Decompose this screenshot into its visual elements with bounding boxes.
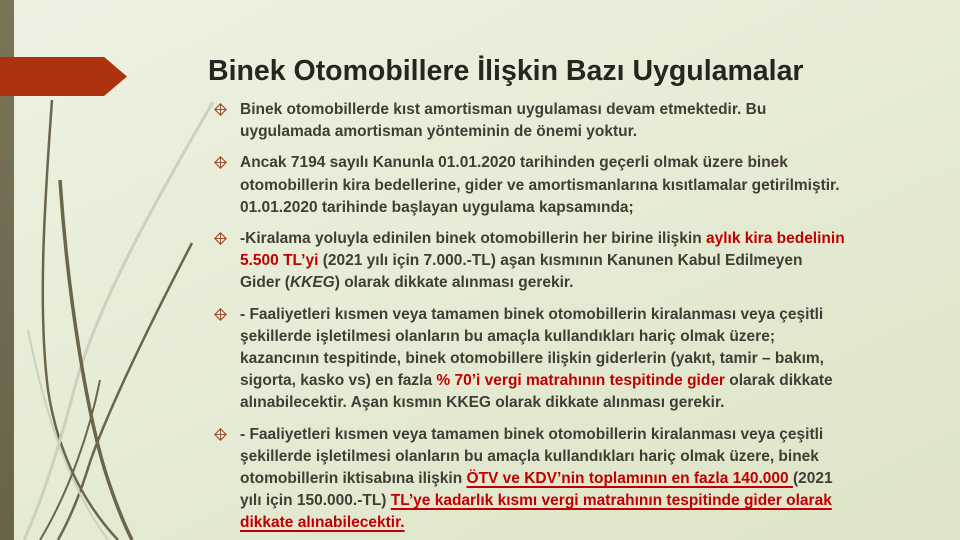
text-run: kazancının tespitinde, binek otomobillere ilişkin giderlerin (yakıt, tamir – bakım, bbox=[240, 350, 824, 368]
text-run: şekillerde işletilmesi olanların bu amaçla kullandıkları hariç olmak üzere, binek bbox=[240, 447, 819, 465]
text-line bbox=[240, 392, 940, 414]
text-line bbox=[240, 197, 940, 219]
text-run: olarak dikkate bbox=[724, 372, 833, 390]
text-line bbox=[240, 370, 940, 392]
text-line bbox=[240, 228, 940, 250]
text-line bbox=[240, 250, 940, 272]
text-run: -Kiralama yoluyla edinilen binek otomobillerin her birine ilişkin bbox=[240, 230, 706, 248]
text-line bbox=[240, 326, 940, 348]
text-line bbox=[240, 348, 940, 370]
text-run: uygulamada amortisman yönteminin de önemi yoktur. bbox=[240, 123, 638, 141]
text-run: şekillerde işletilmesi olanların bu amaçla kullandıkları hariç olmak üzere; bbox=[240, 327, 775, 345]
diamond-quartered-icon bbox=[214, 308, 227, 321]
text-line bbox=[240, 468, 940, 490]
text-line bbox=[240, 490, 940, 512]
text-run: 5.500 TL’yi bbox=[240, 252, 319, 270]
text-run: dikkate alınabilecektir. bbox=[240, 514, 405, 532]
text-line bbox=[240, 424, 940, 446]
diamond-quartered-icon bbox=[214, 156, 227, 169]
text-run: 01.01.2020 tarihinde başlayan uygulama kapsamında; bbox=[240, 198, 634, 216]
diamond-quartered-icon bbox=[214, 232, 227, 245]
list-item bbox=[209, 99, 940, 143]
text-run: Gider ( bbox=[240, 274, 290, 292]
text-run: Binek otomobillerde kıst amortisman uygulaması devam etmektedir. Bu bbox=[240, 101, 767, 118]
list-item bbox=[209, 304, 940, 415]
text-run: ÖTV ve KDV’nin toplamının en fazla 140.000 bbox=[466, 470, 793, 488]
text-line bbox=[240, 512, 940, 534]
text-line bbox=[240, 152, 940, 174]
text-run: % 70’i vergi matrahının tespitinde gider bbox=[436, 372, 725, 390]
text-line bbox=[240, 121, 940, 143]
text-run: Ancak 7194 sayılı Kanunla 01.01.2020 tarihinden geçerli olmak üzere binek bbox=[240, 154, 788, 172]
text-run: KKEG bbox=[289, 274, 335, 292]
text-run: aylık kira bedelinin bbox=[705, 230, 845, 248]
text-run: TL’ye kadarlık kısmı vergi matrahının tespitinde gider olarak bbox=[390, 492, 832, 510]
text-run: alınabilecektir. Aşan kısmın KKEG olarak dikkate alınması gerekir. bbox=[240, 394, 725, 412]
text-run: (2021 bbox=[792, 470, 833, 488]
text-line bbox=[240, 446, 940, 468]
text-run: ) olarak dikkate alınması gerekir. bbox=[334, 274, 574, 292]
list-item bbox=[209, 228, 940, 295]
bullet-list bbox=[209, 99, 940, 540]
text-run: - Faaliyetleri kısmen veya tamamen binek otomobillerin kiralanması veya çeşitli bbox=[240, 305, 824, 323]
text-line bbox=[240, 304, 940, 326]
text-run: otomobillerin kira bedellerine, gider ve amortismanlarına kısıtlamalar getirilmiştir. bbox=[240, 176, 840, 194]
diamond-quartered-icon bbox=[214, 428, 227, 441]
list-item bbox=[209, 424, 940, 535]
list-item bbox=[209, 152, 940, 219]
text-run: sigorta, kasko vs) en fazla bbox=[240, 372, 437, 390]
text-run: - Faaliyetleri kısmen veya tamamen binek otomobillerin kiralanması veya çeşitli bbox=[240, 425, 824, 443]
red-arrow-decoration bbox=[0, 57, 127, 96]
text-run: yılı için 150.000.-TL) bbox=[240, 492, 391, 510]
text-line bbox=[240, 99, 940, 121]
text-run: otomobillerin iktisabına ilişkin bbox=[240, 470, 467, 488]
text-line bbox=[240, 175, 940, 197]
text-run: (2021 yılı için 7.000.-TL) aşan kısmının Kanunen Kabul Edilmeyen bbox=[318, 252, 803, 270]
slide-title: Binek Otomobillere İlişkin Bazı Uygulamalar bbox=[208, 55, 804, 87]
text-line bbox=[240, 272, 940, 294]
diamond-quartered-icon bbox=[214, 103, 227, 116]
